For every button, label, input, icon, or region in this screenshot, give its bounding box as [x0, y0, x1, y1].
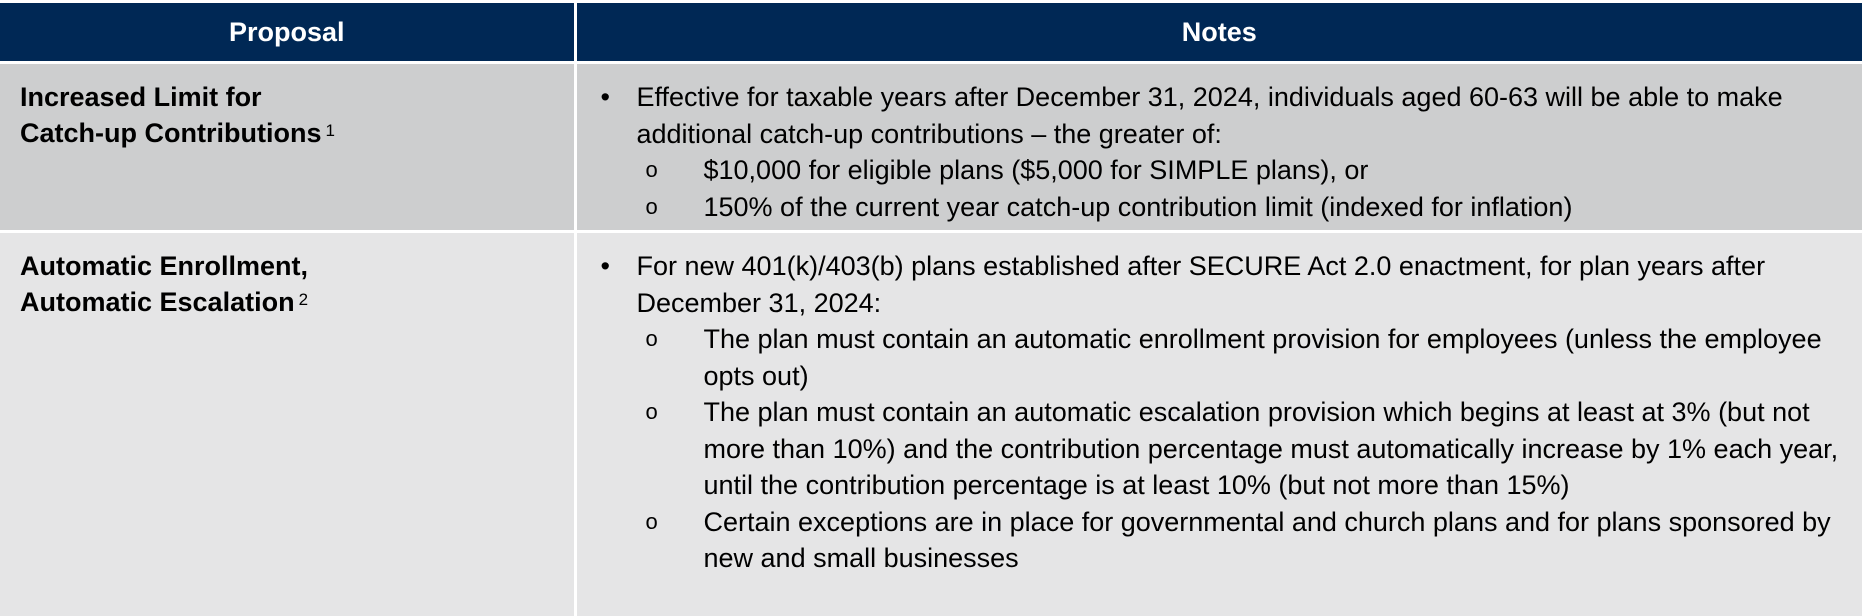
sub-bullet-item: [642, 394, 1845, 504]
table-row: [0, 232, 1862, 616]
sub-bullet-marker: o: [645, 157, 658, 182]
header-proposal: Proposal: [0, 2, 575, 63]
notes-cell: [575, 232, 1862, 616]
proposal-title: [0, 233, 574, 324]
sub-bullet-item: [642, 152, 1845, 189]
sub-bullet-marker: o: [645, 399, 658, 424]
bullet-marker: •: [600, 251, 610, 281]
proposal-line: Automatic Enrollment,: [20, 251, 309, 281]
footnote-marker: 1: [325, 121, 335, 140]
table-row: [0, 63, 1862, 232]
sub-bullet-item: [642, 189, 1845, 226]
proposal-line: Catch-up Contributions: [20, 118, 322, 148]
sub-bullet-text: Certain exceptions are in place for governmental and church plans and for plans sponsored by new and small businesses: [703, 506, 1831, 573]
sub-bullet-marker: o: [645, 326, 658, 351]
proposal-cell: [0, 232, 575, 616]
sub-bullet-text: 150% of the current year catch-up contribution limit (indexed for inflation): [703, 191, 1573, 222]
sub-bullet-item: [642, 321, 1845, 394]
bullet-item: [597, 79, 1845, 152]
sub-bullet-text: The plan must contain an automatic enrollment provision for employees (unless the employee opts out): [703, 324, 1822, 391]
bullet-text: Effective for taxable years after December 31, 2024, individuals aged 60-63 will be able to make additional catch-up contributions – the greater of:: [636, 82, 1783, 149]
sub-bullet-item: [642, 504, 1845, 577]
sub-bullet-text: The plan must contain an automatic escalation provision which begins at least at 3% (but not more than 10%) and the contribution percentage must automatically increase by 1% each year, until the contribution percentage is at least 10% (but not more than 15%): [703, 397, 1839, 500]
proposal-line: Automatic Escalation: [20, 287, 295, 317]
bullet-item: [597, 248, 1845, 321]
bullet-text: For new 401(k)/403(b) plans established after SECURE Act 2.0 enactment, for plan years after December 31, 2024:: [636, 251, 1766, 318]
proposal-cell: [0, 63, 575, 232]
sub-bullet-text: $10,000 for eligible plans ($5,000 for SIMPLE plans), or: [703, 155, 1369, 185]
sub-bullet-marker: o: [645, 193, 658, 219]
table-header-row: [0, 2, 1862, 63]
header-notes: Notes: [575, 2, 1862, 63]
proposal-line: Increased Limit for: [20, 82, 262, 112]
footnote-marker: 2: [298, 290, 309, 309]
sub-bullet-marker: o: [645, 508, 658, 534]
proposal-title: [0, 64, 574, 155]
bullet-marker: •: [600, 82, 610, 112]
notes-cell: [575, 63, 1862, 232]
